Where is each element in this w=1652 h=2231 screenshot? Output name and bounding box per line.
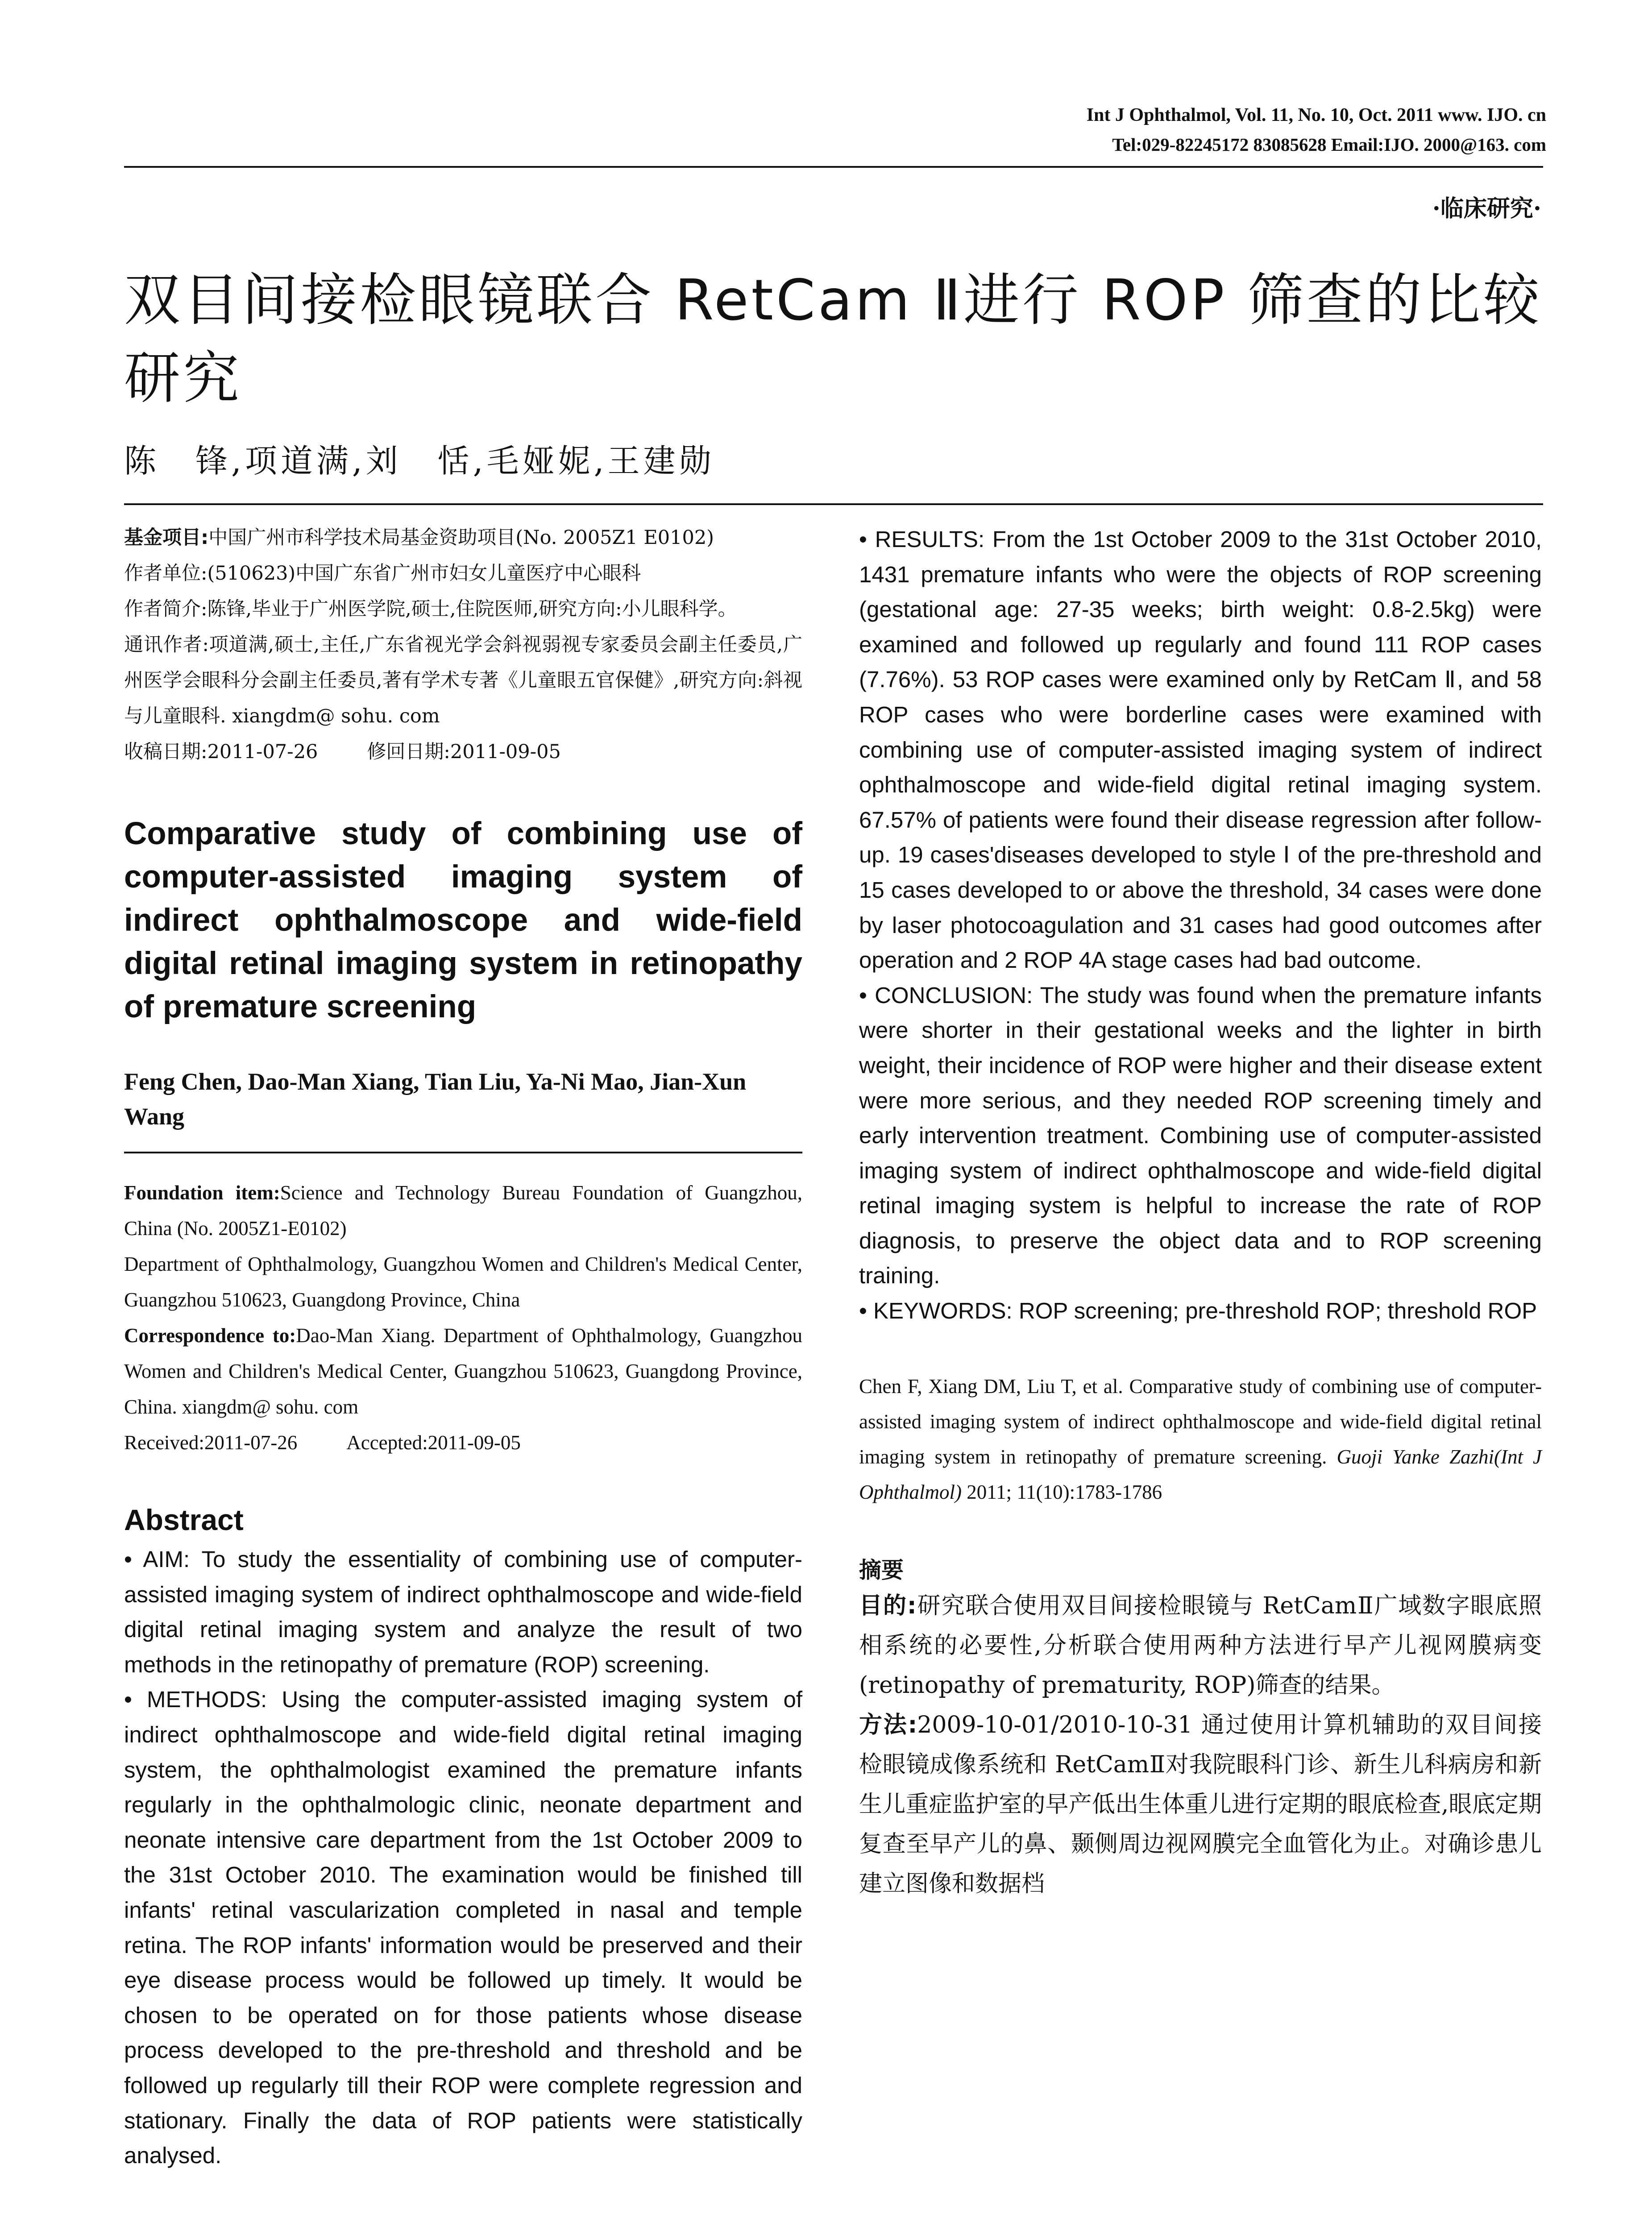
english-article-info [124,1175,802,1460]
abstract-keywords: • KEYWORDS: ROP screening; pre-threshold ROP; threshold ROP [859,1298,1537,1324]
chinese-authors: 陈 锋,项道满,刘 恬,毛娅妮,王建勋 [124,442,715,480]
en-foundation: Foundation item:Science and Technology Bureau Foundation of Guangzhou, China (No. 2005Z1-E0102) [124,1182,803,1240]
section-tag: ·临床研究· [1432,195,1541,222]
chinese-article-info [124,520,802,770]
abstract-right [859,522,1542,1329]
citation-journal: Guoji Yanke Zazhi(Int J Ophthalmol) [859,1445,1542,1503]
running-head-journal: Int J Ophthalmol, Vol. 11, No. 10, Oct. 2011 www. IJO. cn [1086,105,1546,125]
cn-unit: 作者单位:(510623)中国广东省广州市妇女儿童医疗中心眼科 [124,562,641,585]
cn-abstract-aim: 目的:研究联合使用双目间接检眼镜与 RetCamⅡ广域数字眼底照相系统的必要性,分析联合使用两种方法进行早产儿视网膜病变(retinopathy of prematurity, ROP)筛查的结果。 [859,1592,1542,1699]
cn-correspondence: 通讯作者:项道满,硕士,主任,广东省视光学会斜视弱视专家委员会副主任委员,广州医学会眼科分会副主任委员,著有学术专著《儿童眼五官保健》,研究方向:斜视与儿童眼科. xiangdm@ sohu. com [124,634,802,727]
right-column [859,522,1542,1904]
en-correspondence: Correspondence to:Dao-Man Xiang. Department of Ophthalmology, Guangzhou Women and Children's Medical Center, Guangzhou 510623, Guangdong Province, China. xiangdm@ sohu. com [124,1324,802,1418]
chinese-title: 双目间接检眼镜联合 RetCam Ⅱ进行 ROP 筛查的比较研究 [124,267,1542,411]
cn-dates: 收稿日期:2011-07-26 修回日期:2011-09-05 [124,741,561,763]
citation: Chen F, Xiang DM, Liu T, et al. Comparative study of combining use of computer-assisted imaging system of indirect ophthalmoscope and wide-field digital retinal imaging system in retinopathy of premature screening. Guoji Yanke Zazhi(Int J Ophthalmol) 2011; 11(10):1783-1786 [859,1375,1542,1503]
abstract-results: • RESULTS: From the 1st October 2009 to the 31st October 2010, 1431 premature infants who were the objects of ROP screening (gestational age: 27-35 weeks; birth weight: 0.8-2.5kg) were examined and followed up regularly and found 111 ROP cases (7.76%). 53 ROP cases were examined only by RetCam Ⅱ, and 58 ROP cases who were borderline cases were examined with combining use of computer-assisted imaging system of indirect ophthalmoscope and wide-field digital retinal imaging system. 67.57% of patients were found their disease regression after follow-up. 19 cases'diseases developed to style Ⅰ of the pre-threshold and 15 cases developed to or above the threshold, 34 cases were done by laser photocoagulation and 31 cases had good outcomes after operation and 2 ROP 4A stage cases had bad outcome. [859,527,1542,973]
abstract-conclusion: • CONCLUSION: The study was found when the premature infants were shorter in their gestational weeks and the lighter in birth weight, their incidence of ROP were higher and their disease extent were more serious, and they needed ROP screening timely and early intervention treatment. Combining use of computer-assisted imaging system of indirect ophthalmoscope and wide-field digital retinal imaging system is helpful to increase the rate of ROP diagnosis, to preserve the object data and to ROP screening training. [859,982,1542,1289]
en-dates: Received:2011-07-26 Accepted:2011-09-05 [124,1431,521,1454]
english-authors: Feng Chen, Dao-Man Xiang, Tian Liu, Ya-Ni Mao, Jian-Xun Wang [124,1068,747,1130]
author-rule [124,1152,802,1153]
chinese-abstract [859,1586,1542,1904]
running-head-contact: Tel:029-82245172 83085628 Email:IJO. 2000@163. com [1112,134,1546,155]
english-title: Comparative study of combining use of computer-assisted imaging system of indirect ophthalmoscope and wide-field digital retinal imaging system in retinopathy of premature screening [124,816,802,1024]
abstract-aim: • AIM: To study the essentiality of combining use of computer-assisted imaging system of indirect ophthalmoscope and wide-field digital retinal imaging system and analyze the result of two methods in the retinopathy of premature (ROP) screening. [124,1547,802,1677]
abstract-left [124,1542,802,2173]
cn-abstract-methods: 方法:2009-10-01/2010-10-31 通过使用计算机辅助的双目间接检眼镜成像系统和 RetCamⅡ对我院眼科门诊、新生儿科病房和新生儿重症监护室的早产低出生体重儿进行定期的眼底检查,眼底定期复查至早产儿的鼻、颞侧周边视网膜完全血管化为止。对确诊患儿建立图像和数据档 [859,1711,1542,1897]
abstract-methods: • METHODS: Using the computer-assisted imaging system of indirect ophthalmoscope and wide-field digital retinal imaging system, the ophthalmologist examined the premature infants regularly in the ophthalmologic clinic, neonate department and neonate intensive care department from the 1st October 2009 to the 31st October 2010. The examination would be finished till infants' retinal vascularization completed in nasal and temple retina. The ROP infants' information would be preserved and their eye disease process would be followed up timely. It would be chosen to be operated on for those patients whose disease process developed to the pre-threshold and threshold and be followed up regularly till their ROP were complete regression and stationary. Finally the data of ROP patients were statistically analysed. [124,1687,802,2169]
running-head [870,100,1546,159]
abstract-heading: Abstract [124,1503,244,1536]
chinese-abstract-heading: 摘要 [859,1557,904,1583]
left-column [124,520,802,2173]
header-rule [124,166,1543,168]
title-rule [124,503,1543,505]
cn-foundation: 基金项目:中国广州市科学技术局基金资助项目(No. 2005Z1 E0102) [124,527,714,549]
en-department: Department of Ophthalmology, Guangzhou Women and Children's Medical Center, Guangzhou 510623, Guangdong Province, China [124,1253,802,1311]
cn-bio: 作者简介:陈锋,毕业于广州医学院,硕士,住院医师,研究方向:小儿眼科学。 [124,598,737,620]
